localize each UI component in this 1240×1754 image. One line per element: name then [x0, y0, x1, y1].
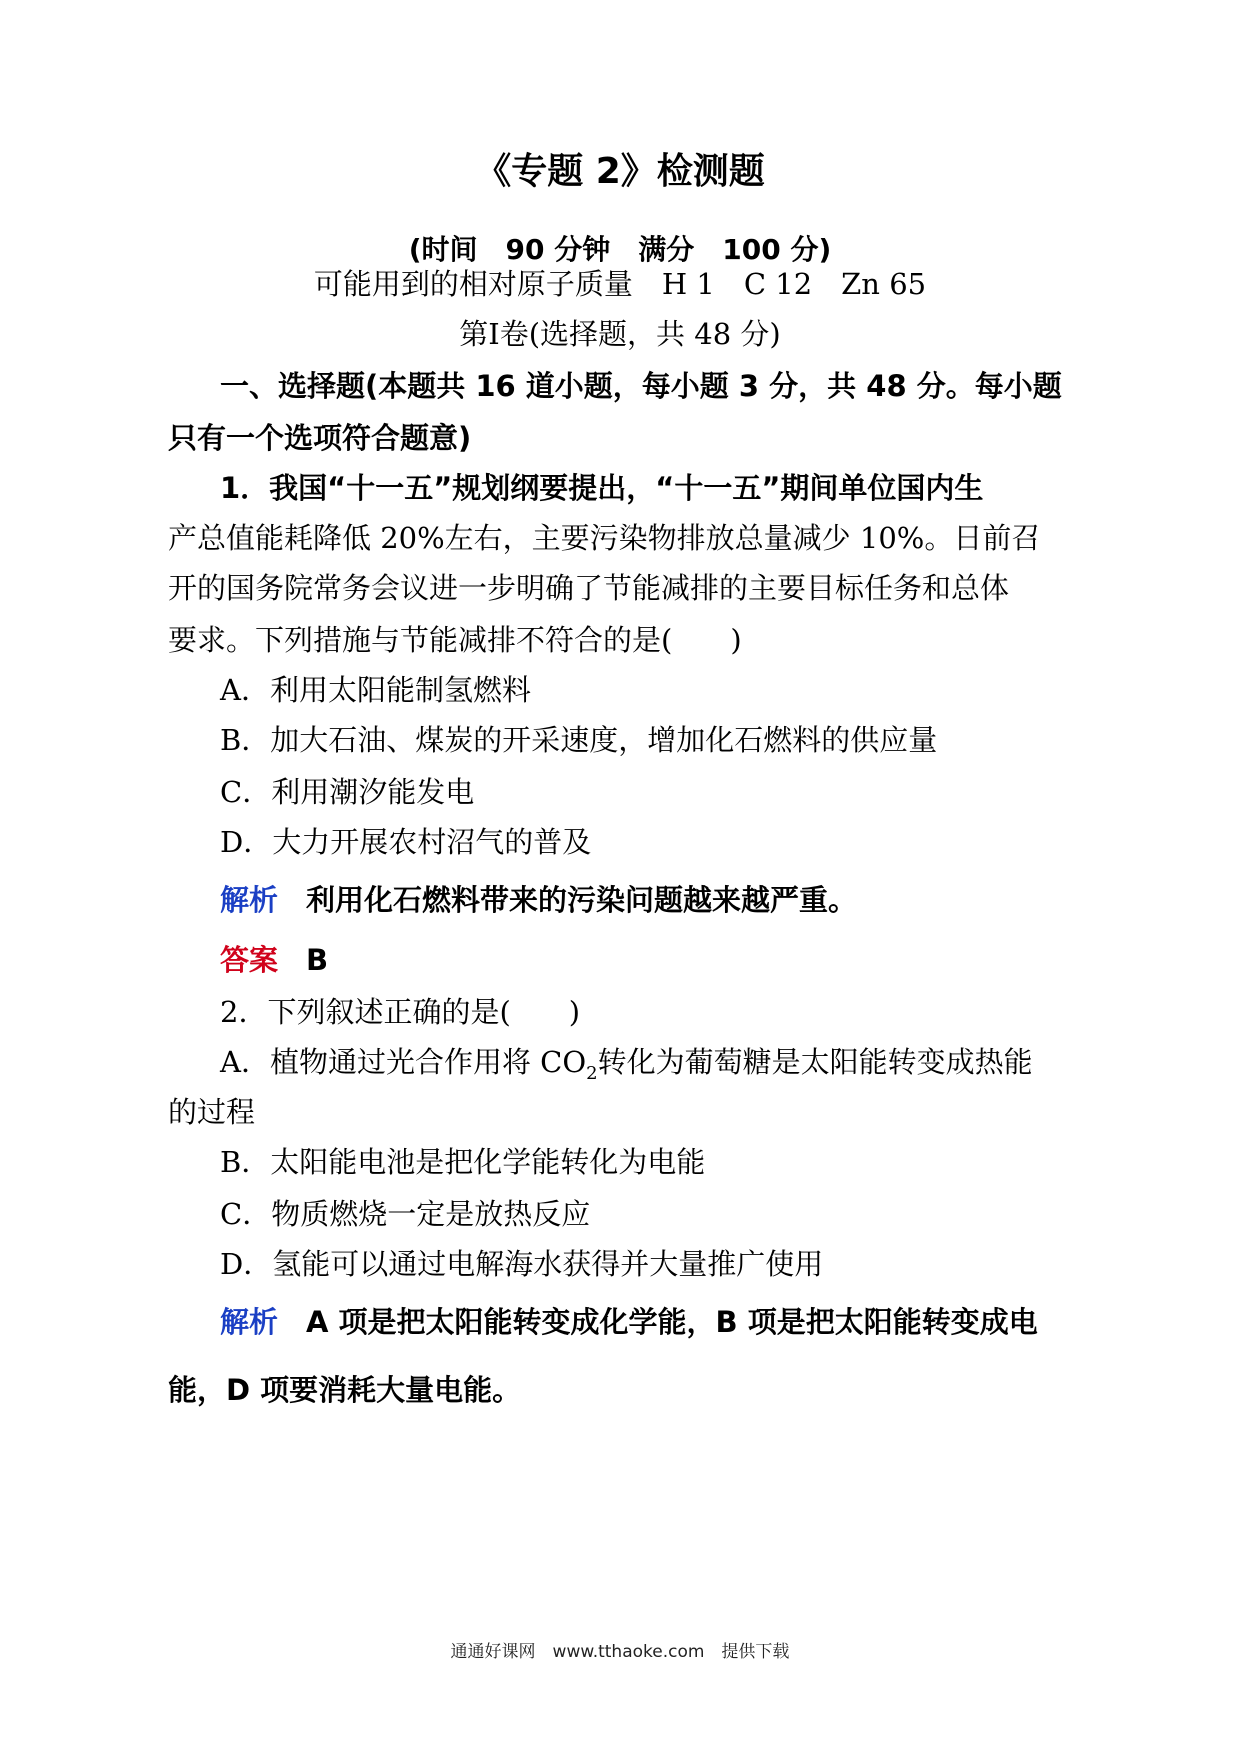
exam-time-score: (时间 90 分钟 满分 100 分): [408, 233, 832, 266]
q2-analysis-text: A 项是把太阳能转变成化学能，B 项是把太阳能转变成电: [306, 1305, 1038, 1339]
q1-analysis-text: 利用化石燃料带来的污染问题越来越严重。: [306, 883, 858, 917]
q1-option-c: C．利用潮汐能发电: [220, 775, 475, 809]
q1-option-d: D．大力开展农村沼气的普及: [220, 825, 592, 859]
q1-stem-line2: 产总值能耗降低 20%左右，主要污染物排放总量减少 10%。日前召: [168, 521, 1041, 555]
section-heading-line2: 只有一个选项符合题意): [168, 421, 472, 455]
q1-answer-label: 答案: [220, 943, 279, 977]
atomic-masses-note: 可能用到的相对原子质量 H 1 C 12 Zn 65: [313, 267, 927, 301]
q2-stem: 2．下列叙述正确的是( ): [220, 995, 581, 1029]
q2-option-c: C．物质燃烧一定是放热反应: [220, 1197, 591, 1231]
page-title: 《专题 2》检测题: [475, 151, 765, 192]
q1-stem-line3: 开的国务院常务会议进一步明确了节能减排的主要目标任务和总体: [168, 571, 1010, 605]
q2-option-a-subscript: 2: [586, 1062, 598, 1084]
q1-option-a: A．利用太阳能制氢燃料: [220, 673, 531, 707]
q2-analysis-label: 解析: [220, 1305, 279, 1339]
q2-option-a-post: 转化为葡萄糖是太阳能转变成热能: [597, 1045, 1033, 1079]
q1-analysis: [220, 880, 857, 920]
footer-watermark: 通通好课网 www.tthaoke.com 提供下载: [450, 1642, 790, 1662]
q2-analysis-line1: [220, 1302, 1038, 1342]
q1-answer: [220, 940, 328, 980]
volume-heading: 第Ⅰ卷(选择题，共 48 分): [459, 317, 781, 351]
q1-answer-value: B: [306, 943, 329, 977]
q2-option-b: B．太阳能电池是把化学能转化为电能: [220, 1145, 706, 1179]
q1-stem-line1: 1．我国“十一五”规划纲要提出，“十一五”期间单位国内生: [220, 471, 984, 505]
q2-option-a-line2: 的过程: [168, 1095, 256, 1129]
section-heading-line1: 一、选择题(本题共 16 道小题，每小题 3 分，共 48 分。每小题: [220, 369, 1062, 403]
q1-stem-line4: 要求。下列措施与节能减排不符合的是( ): [168, 623, 742, 657]
q1-option-b: B．加大石油、煤炭的开采速度，增加化石燃料的供应量: [220, 723, 938, 757]
q2-option-a-line1: [220, 1042, 1033, 1094]
q2-analysis-line2: 能，D 项要消耗大量电能。: [168, 1373, 522, 1407]
q1-analysis-label: 解析: [220, 883, 279, 917]
q2-option-a-pre: A．植物通过光合作用将 CO: [220, 1045, 587, 1079]
q2-option-d: D．氢能可以通过电解海水获得并大量推广使用: [220, 1247, 824, 1281]
